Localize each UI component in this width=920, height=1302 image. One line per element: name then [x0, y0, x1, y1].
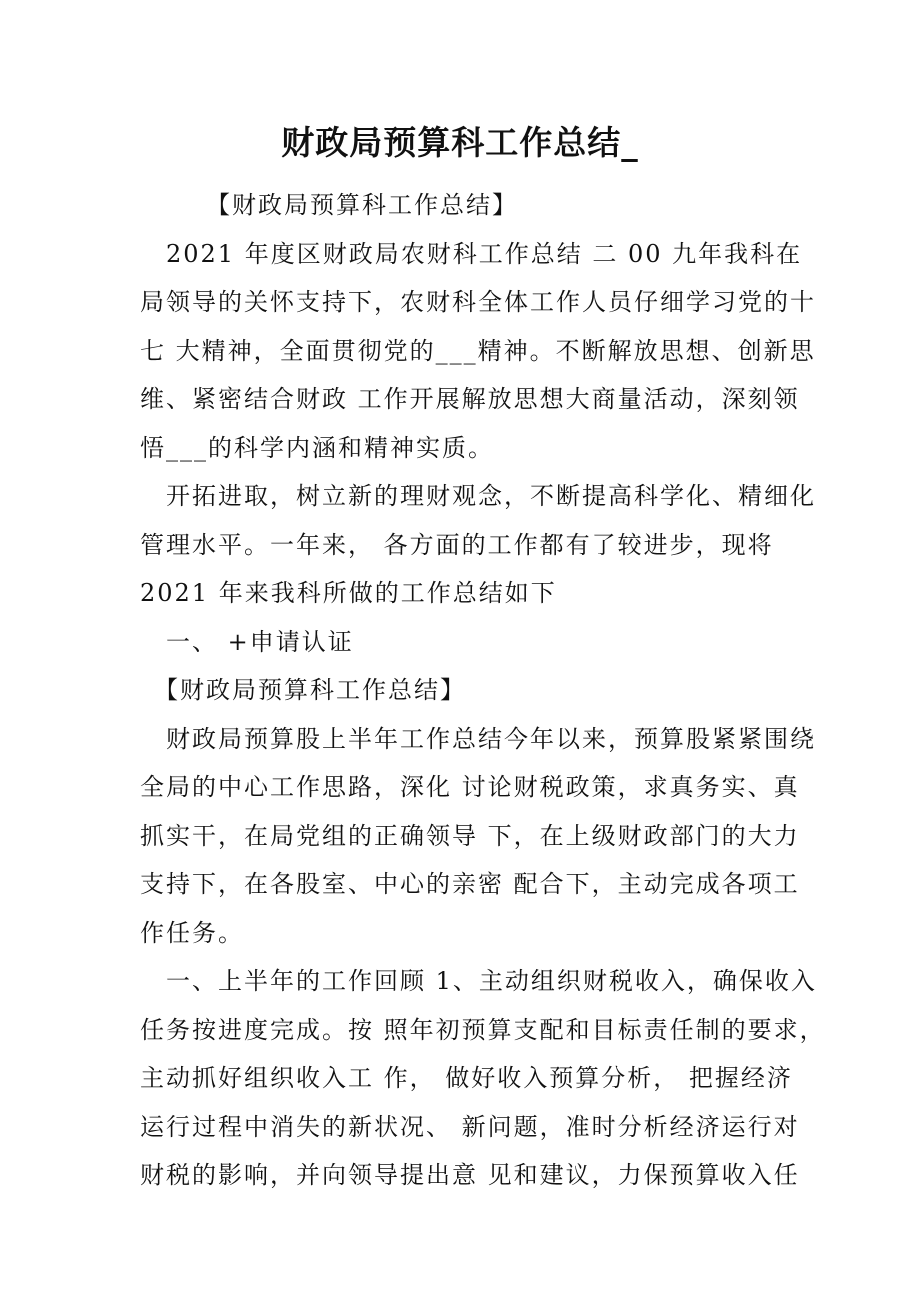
text-line-6: 悟___的科学内涵和精神实质。: [140, 434, 494, 462]
text-line-14: 抓实干，在局党组的正确领导 下，在上级财政部门的大力: [140, 822, 800, 850]
text-line-4: 七 大精神，全面贯彻党的___精神。不断解放思想、创新思: [140, 337, 816, 365]
text-line-2: 2021 年度区财政局农财科工作总结 二 00 九年我科在: [140, 240, 803, 268]
text-line-5: 维、紧密结合财政 工作开展解放思想大商量活动，深刻领: [140, 385, 800, 413]
text-line-15: 支持下，在各股室、中心的亲密 配合下，主动完成各项工: [140, 870, 800, 898]
text-line-18: 任务按进度完成。按 照年初预算支配和目标责任制的要求，: [140, 1016, 826, 1044]
text-line-19: 主动抓好组织收入工 作， 做好收入预算分析， 把握经济: [140, 1064, 793, 1092]
text-line-13: 全局的中心工作思路，深化 讨论财税政策，求真务实、真: [140, 773, 800, 801]
text-line-17: 一、上半年的工作回顾 1、主动组织财税收入，确保收入: [140, 967, 817, 995]
text-line-7: 开拓进取，树立新的理财观念，不断提高科学化、精细化: [140, 482, 816, 510]
text-line-21: 财税的影响，并向领导提出意 见和建议，力保预算收入任: [140, 1161, 800, 1189]
text-line-1: 【财政局预算科工作总结】: [140, 191, 518, 219]
text-line-3: 局领导的关怀支持下，农财科全体工作人员仔细学习党的十: [140, 288, 816, 316]
page-title: 财政局预算科工作总结_: [281, 123, 639, 162]
text-line-11: 【财政局预算科工作总结】: [140, 676, 466, 704]
text-line-8: 管理水平。一年来， 各方面的工作都有了较进步，现将: [140, 531, 774, 559]
text-line-20: 运行过程中消失的新状况、 新问题，准时分析经济运行对: [140, 1113, 800, 1141]
text-line-12: 财政局预算股上半年工作总结今年以来，预算股紧紧围绕: [140, 725, 816, 753]
text-line-10: 一、 +申请认证: [140, 628, 354, 656]
text-line-9: 2021 年来我科所做的工作总结如下: [140, 579, 557, 607]
text-line-16: 作任务。: [140, 919, 244, 947]
